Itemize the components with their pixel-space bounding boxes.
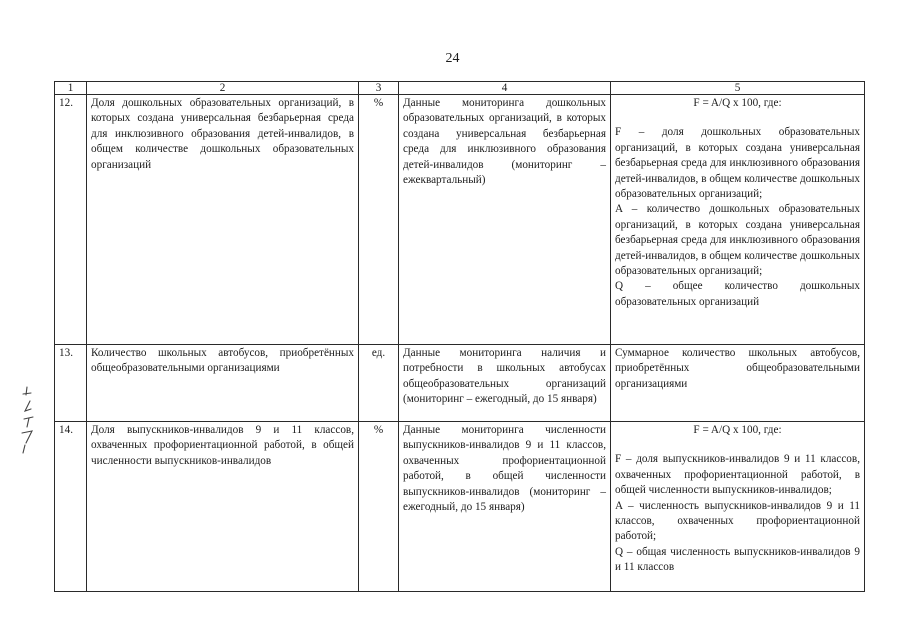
row-number: 12. <box>55 95 87 345</box>
formula-definition: Суммарное количество школьных автобусов, приобретённых общеобразовательными организациями <box>615 347 860 390</box>
data-source: Данные мониторинга численности выпускников-инвалидов 9 и 11 классов, охваченных профориентационной работой, в общей численности выпускников-инвалидов (мониторинг – ежегодный, до 15 января) <box>399 422 611 592</box>
table-row <box>55 422 865 592</box>
indicator-name: Доля дошкольных образовательных организаций, в которых создана универсальная безбарьерная среда для инклюзивного образования детей-инвалидов, в общем количестве дошкольных образовательных организаций <box>87 95 359 345</box>
data-source: Данные мониторинга наличия и потребности в школьных автобусах общеобразовательных организаций (мониторинг – ежегодный, до 15 января) <box>399 345 611 422</box>
unit-of-measure: ед. <box>359 345 399 422</box>
formula-definition: A – количество дошкольных образовательных организаций, в которых создана универсальная безбарьерная среда для инклюзивного образования детей-инвалидов, в общем количестве дошкольных образовательных организаций; <box>615 203 860 278</box>
unit-of-measure: % <box>359 95 399 345</box>
formula: F = A/Q x 100, где: <box>693 97 782 109</box>
formula-definition: F – доля дошкольных образовательных организаций, в которых создана универсальная безбарьерная среда для инклюзивного образования детей-инвалидов, в общем количестве дошкольных образовательных организаций; <box>615 126 860 201</box>
data-source: Данные мониторинга дошкольных образовательных организаций, в которых создана универсальная безбарьерная среда для инклюзивного образования детей-инвалидов (мониторинг – ежеквартальный) <box>399 95 611 345</box>
page-number: 24 <box>445 51 460 66</box>
row-number: 13. <box>55 345 87 422</box>
handwritten-mark-icon <box>17 385 41 455</box>
calculation-method <box>611 422 865 592</box>
formula-definition: A – численность выпускников-инвалидов 9 и 11 классов, охваченных профориентационной работой; <box>615 499 860 543</box>
formula-definition: F – доля выпускников-инвалидов 9 и 11 классов, охваченных профориентационной работой, в общей численности выпускников-инвалидов; <box>615 453 860 497</box>
row-number: 14. <box>55 422 87 592</box>
table-header-row <box>55 82 865 95</box>
indicator-name: Количество школьных автобусов, приобретённых общеобразовательными организациями <box>87 345 359 422</box>
column-header: 4 <box>399 82 611 95</box>
table-row <box>55 345 865 422</box>
formula-definition: Q – общее количество дошкольных образовательных организаций <box>615 280 860 308</box>
column-header: 5 <box>611 82 865 95</box>
calculation-method <box>611 345 865 422</box>
formula-definition: Q – общая численность выпускников-инвалидов 9 и 11 классов <box>615 545 860 574</box>
calculation-method <box>611 95 865 345</box>
unit-of-measure: % <box>359 422 399 592</box>
formula: F = A/Q x 100, где: <box>693 424 782 436</box>
table-row <box>55 95 865 345</box>
column-header: 1 <box>55 82 87 95</box>
column-header: 2 <box>87 82 359 95</box>
indicator-table <box>54 81 865 592</box>
column-header: 3 <box>359 82 399 95</box>
indicator-name: Доля выпускников-инвалидов 9 и 11 классов, охваченных профориентационной работой, в общей численности выпускников-инвалидов <box>87 422 359 592</box>
